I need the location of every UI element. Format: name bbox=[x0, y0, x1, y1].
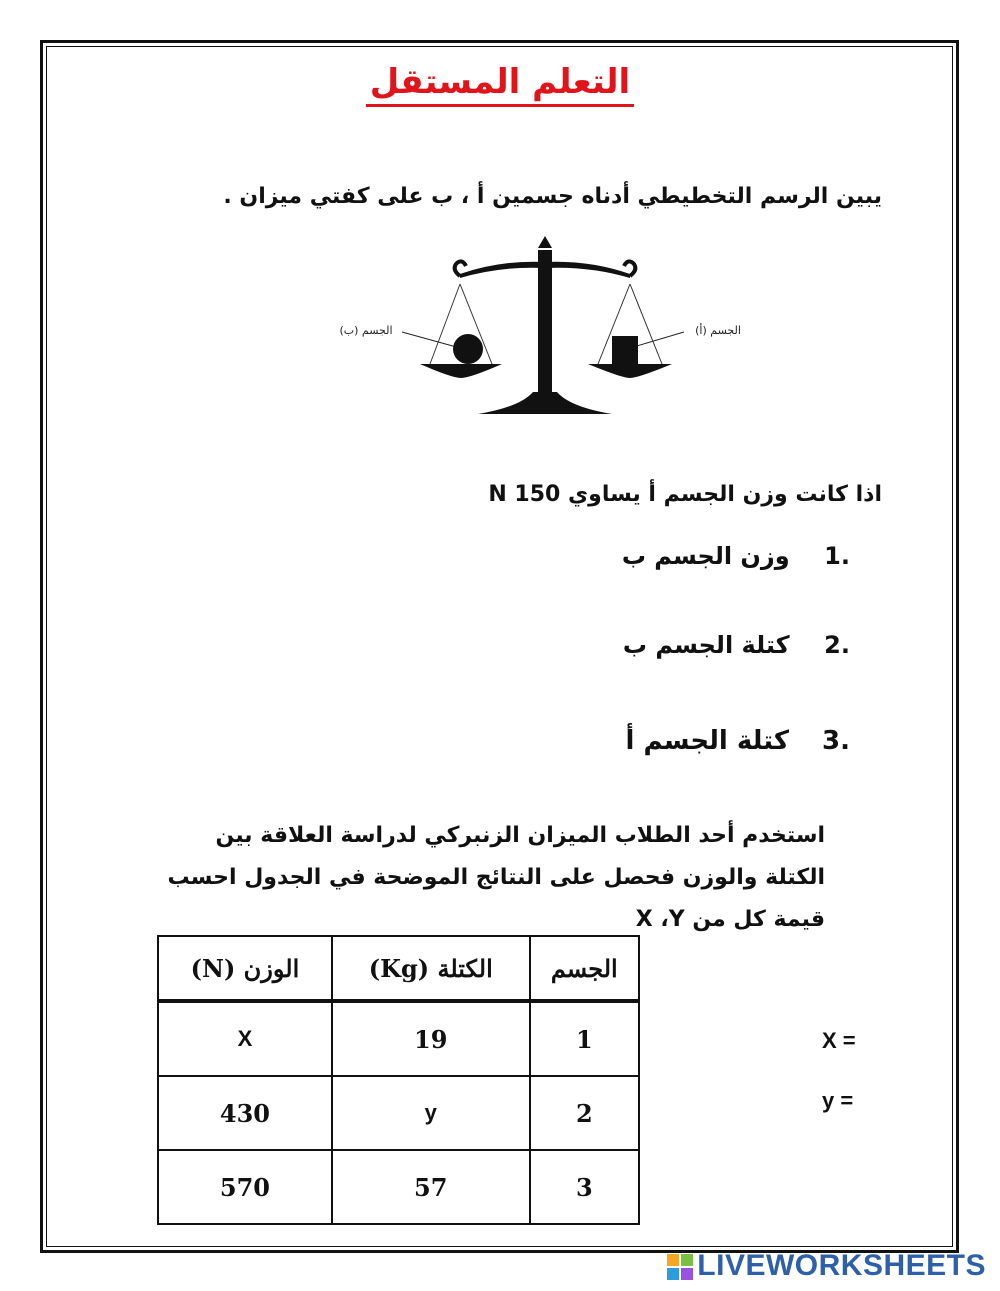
cell-mass: y bbox=[332, 1076, 530, 1150]
question-text: وزن الجسم ب bbox=[621, 542, 790, 570]
question-3 bbox=[626, 723, 850, 759]
cell-mass: 57 bbox=[332, 1150, 530, 1224]
object-a-box bbox=[612, 336, 638, 364]
question-number: .1 bbox=[824, 542, 850, 570]
cell-body: 3 bbox=[530, 1150, 639, 1224]
liveworksheets-logo[interactable] bbox=[667, 1249, 986, 1283]
question-2 bbox=[623, 627, 850, 663]
cell-mass: 19 bbox=[332, 1001, 530, 1076]
answer-y-field[interactable]: y = bbox=[822, 1088, 854, 1113]
header-weight: الوزن (N) bbox=[158, 936, 332, 1001]
label-body-b: الجسم (ب) bbox=[339, 324, 393, 337]
balance-scale-diagram bbox=[320, 232, 760, 422]
cell-weight: 570 bbox=[158, 1150, 332, 1224]
weight-statement: اذا كانت وزن الجسم أ يساوي 150 N bbox=[488, 482, 882, 507]
intro-text: يبين الرسم التخطيطي أدناه جسمين أ ، ب على كفتي ميزان . bbox=[223, 184, 882, 209]
table-row bbox=[158, 1001, 639, 1076]
cell-weight: 430 bbox=[158, 1076, 332, 1150]
cell-weight: X bbox=[158, 1001, 332, 1076]
question-text: كتلة الجسم أ bbox=[625, 726, 789, 756]
label-body-a: الجسم (أ) bbox=[695, 324, 741, 337]
table-row bbox=[158, 1150, 639, 1224]
table-header-row bbox=[158, 936, 639, 1001]
answer-x-field[interactable]: X = bbox=[822, 1028, 856, 1053]
brand-text: LIVEWORKSHEETS bbox=[697, 1249, 986, 1282]
mass-weight-table bbox=[157, 935, 640, 1225]
cell-body: 2 bbox=[530, 1076, 639, 1150]
object-b-sphere bbox=[453, 334, 483, 364]
cell-body: 1 bbox=[530, 1001, 639, 1076]
table-row bbox=[158, 1076, 639, 1150]
liveworksheets-icon bbox=[667, 1254, 693, 1280]
question-number: .3 bbox=[822, 726, 850, 756]
question-number: .2 bbox=[824, 631, 850, 659]
spring-scale-paragraph: استخدم أحد الطلاب الميزان الزنبركي لدراسة العلاقة بين الكتلة والوزن فحصل على النتائج الموضحة في الجدول احسب قيمة كل من X ،Y bbox=[167, 823, 825, 932]
page-title: التعلم المستقل bbox=[0, 58, 1000, 106]
question-text: كتلة الجسم ب bbox=[622, 631, 790, 659]
question-1 bbox=[622, 538, 850, 574]
header-mass: الكتلة (Kg) bbox=[332, 936, 530, 1001]
header-body: الجسم bbox=[530, 936, 639, 1001]
